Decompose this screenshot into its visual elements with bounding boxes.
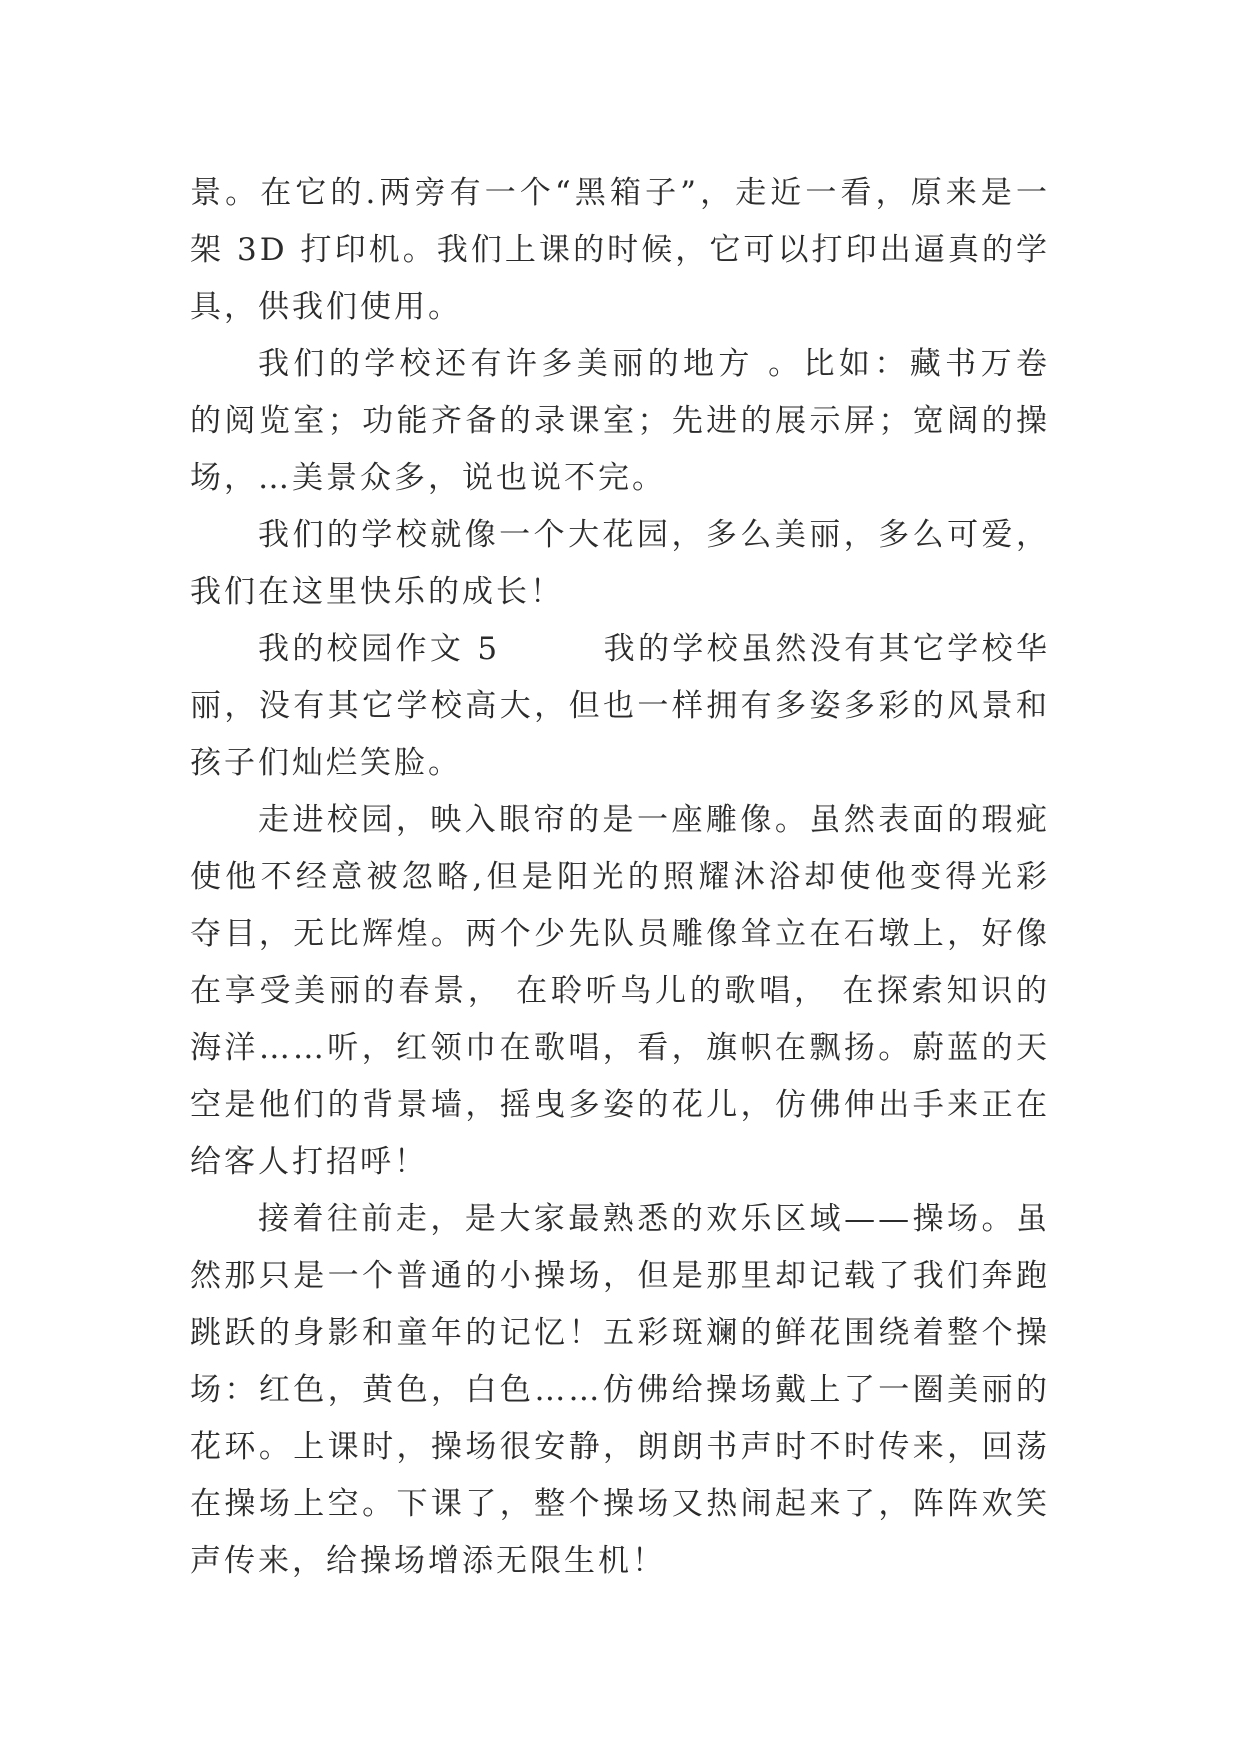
paragraph-big-garden: 我们的学校就像一个大花园，多么美丽，多么可爱，我们在这里快乐的成长！ [190, 517, 1050, 610]
paragraph-beautiful-places: 我们的学校还有许多美丽的地方 。比如：藏书万卷的阅览室；功能齐备的录课室；先进的展示屏；宽阔的操场，…美景众多，说也说不完。 [190, 346, 1050, 496]
paragraph-continuation: 景。在它的.两旁有一个“黑箱子”，走近一看，原来是一架 3D 打印机。我们上课的时候，它可以打印出逼真的学具，供我们使用。 [190, 175, 1050, 325]
essay-body [190, 165, 1050, 1590]
paragraph-statue: 走进校园，映入眼帘的是一座雕像。虽然表面的瑕疵使他不经意被忽略,但是阳光的照耀沐浴却使他变得光彩夺目，无比辉煌。两个少先队员雕像耸立在石墩上，好像在享受美丽的春景， 在聆听鸟儿的歌唱， 在探索知识的海洋……听，红领巾在歌唱，看，旗帜在飘扬。蔚蓝的天空是他们的背景墙，摇曳多姿的花儿，仿佛伸出手来正在给客人打招呼！ [190, 802, 1050, 1180]
paragraph-playground: 接着往前走，是大家最熟悉的欢乐区域——操场。虽然那只是一个普通的小操场，但是那里却记载了我们奔跑跳跃的身影和童年的记忆！五彩斑斓的鲜花围绕着整个操场：红色，黄色，白色……仿佛给操场戴上了一圈美丽的花环。上课时，操场很安静，朗朗书声时不时传来，回荡在操场上空。下课了，整个操场又热闹起来了，阵阵欢笑声传来，给操场增添无限生机！ [190, 1201, 1050, 1579]
paragraph-essay-5-intro: 我的校园作文 5 我的学校虽然没有其它学校华丽，没有其它学校高大，但也一样拥有多姿多彩的风景和孩子们灿烂笑脸。 [190, 631, 1050, 781]
